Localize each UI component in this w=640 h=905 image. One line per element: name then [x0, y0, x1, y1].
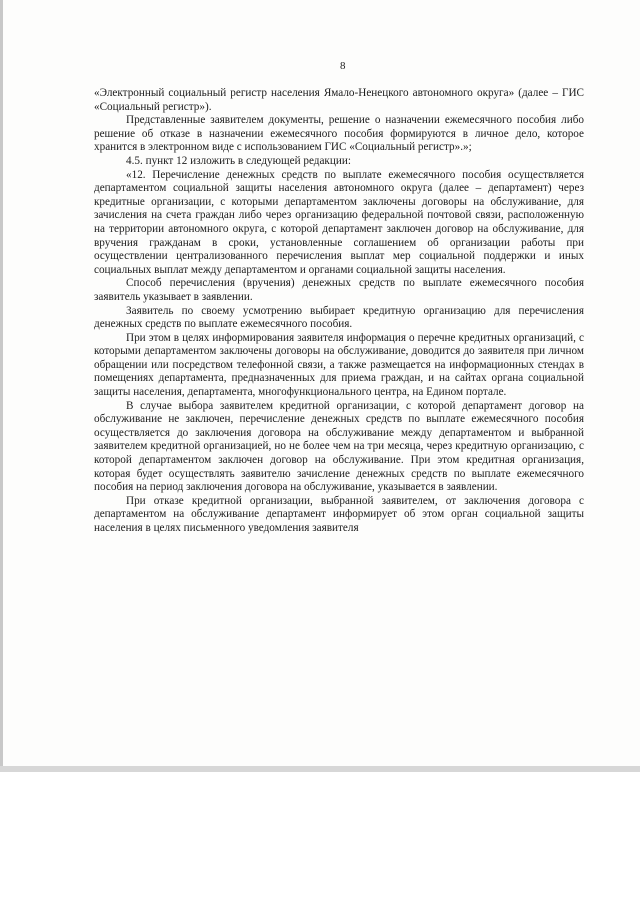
- page-bottom-shadow: [0, 766, 640, 772]
- paragraph-4: «12. Перечисление денежных средств по выплате ежемесячного пособия осуществляется департаментом социальной защиты населения автономного округа (далее – департамент) через кредитные организации, с которыми департаментом заключены договоры на обслуживание, для зачисления на счета граждан либо через организацию федеральной почтовой связи, расположенную на территории автономного округа, с которой департамент заключен договор на обслуживание, для вручения гражданам в сроки, установленные соглашением об организации работы при осуществлении централизованного перечисления выплат мер социальной поддержки и иных социальных выплат между департаментом и органами социальной защиты населения.: [94, 168, 584, 276]
- paragraph-5: Способ перечисления (вручения) денежных средств по выплате ежемесячного пособия заявитель указывает в заявлении.: [94, 277, 584, 303]
- page-edge: [0, 0, 3, 768]
- paragraph-1: «Электронный социальный регистр населения Ямало-Ненецкого автономного округа» (далее – ГИС «Социальный регистр»).: [94, 87, 584, 113]
- paragraph-7: При этом в целях информирования заявителя информация о перечне кредитных организаций, с которыми департаментом заключены договоры на обслуживание, доводится до заявителя при личном обращении или посредством телефонной связи, а также размещается на информационных стендах в помещениях департамента, предназначенных для приема граждан, и на сайтах органа социальной защиты населения, департамента, многофункционального центра, на Едином портале.: [94, 331, 584, 399]
- document-body: [94, 87, 584, 536]
- page-number: 8: [340, 60, 346, 72]
- paragraph-9: При отказе кредитной организации, выбранной заявителем, от заключения договора с департаментом на обслуживание департамент информирует об этом орган социальной защиты населения в целях письменного уведомления заявителя: [94, 494, 584, 534]
- paragraph-3: 4.5. пункт 12 изложить в следующей редакции:: [126, 154, 351, 167]
- paragraph-2: Представленные заявителем документы, решение о назначении ежемесячного пособия либо решение об отказе в назначении ежемесячного пособия формируются в личное дело, которое хранится в электронном виде с использованием ГИС «Социальный регистр».»;: [94, 114, 584, 154]
- paragraph-6: Заявитель по своему усмотрению выбирает кредитную организацию для перечисления денежных средств по выплате ежемесячного пособия.: [94, 304, 584, 331]
- paragraph-8: В случае выбора заявителем кредитной организации, с которой департамент договор на обслуживание не заключен, перечисление денежных средств по выплате ежемесячного пособия осуществляется до заключения договора на обслуживание между департаментом и выбранной заявителем кредитной организацией, но не более чем на три месяца, через кредитную организацию, с которой департаментом заключен договор на обслуживание. При этом кредитная организация, которая будет осуществлять заявителю зачисление денежных средств по выплате ежемесячного пособия на период заключения договора на обслуживание, указывается в заявлении.: [94, 399, 584, 494]
